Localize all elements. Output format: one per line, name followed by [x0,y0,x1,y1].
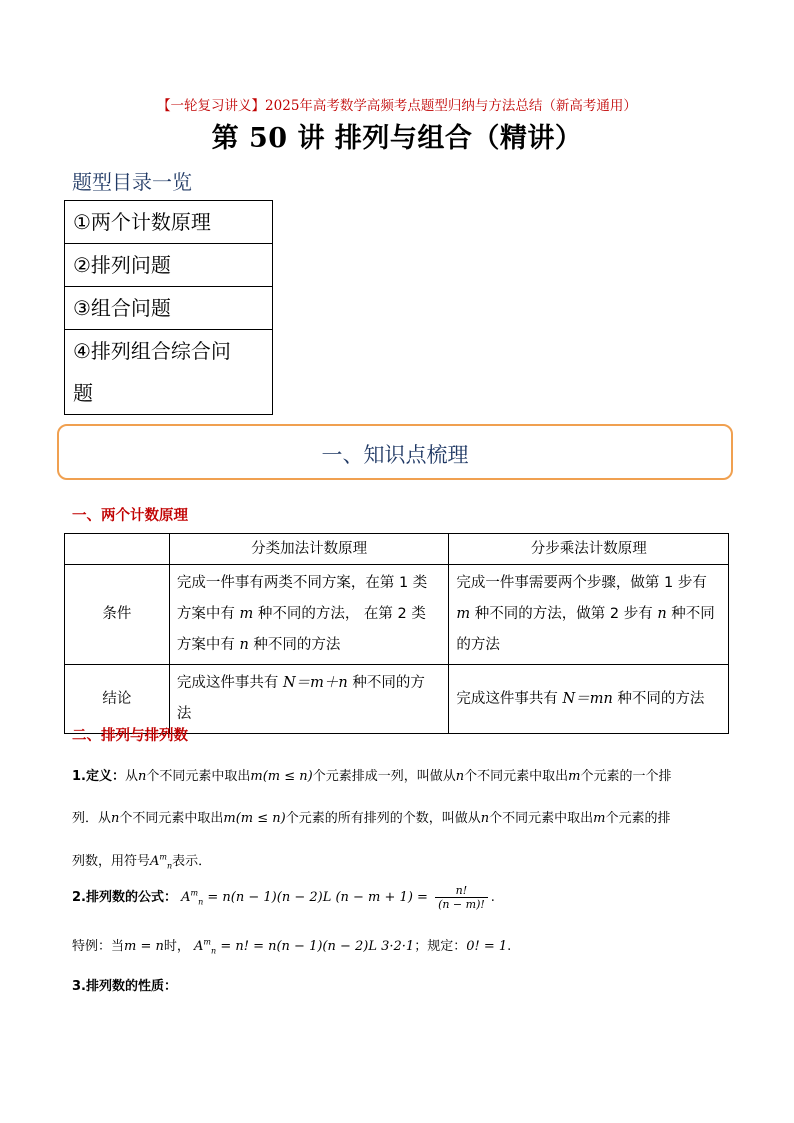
toc-item-1[interactable]: ①两个计数原理 [65,201,272,244]
heading-permutations: 二、排列与排列数 [72,728,188,744]
definition-line-2: 列．从n个不同元素中取出m(m ≤ n)个元素的所有排列的个数，叫做从n个不同元素中取出m个元素的排 [72,811,671,826]
definition-line-1: 1.定义：从n个不同元素中取出m(m ≤ n)个元素排成一列，叫做从n个不同元素中取出m个元素的一个排 [72,769,672,784]
text-line: 完成一件事有两类不同方案，在第 1 类 [176,575,428,591]
toc-item-4-line2: 题 [73,381,93,405]
section-title: 一、知识点梳理 [321,443,469,467]
text-line: 的方法 [456,637,500,653]
row-label-condition: 条件 [65,565,170,665]
page-title: 第 50 讲 排列与组合（精讲） [211,123,583,154]
text-line: 完成一件事需要两个步骤，做第 1 步有 [456,575,707,591]
text-line: 法 [176,706,192,722]
text-line: 方案中有 n 种不同的方法 [176,637,341,653]
counting-principles-table [64,533,729,734]
col-header-addition: 分类加法计数原理 [169,534,449,565]
formula-fraction: $\frac{n!}{(n - m)!}$ [435,884,488,911]
cell-multiplication-condition [449,565,729,665]
definition-line-3: 列数，用符号$A^m_n$表示． [72,852,212,871]
cell-addition-condition [169,565,449,665]
properties-heading: 3.排列数的性质： [72,979,177,994]
formula-line: 2.排列数的公式： $A^m_n = n(n - 1)(n - 2)L$ (n − m + 1) = $\frac{n!}{(n - m)!}$ . [72,884,495,911]
special-case-line: 特例：当m = n时， $A^m_n = n$! = n(n − 1)(n − 2)L 3·2·1；规定：0! = 1. [72,937,512,956]
permutation-symbol: $A^m_n$ [181,888,204,907]
row-label-conclusion: 结论 [65,665,170,734]
toc-title: 题型目录一览 [72,170,192,194]
permutation-symbol: $A^m_n$ [194,937,217,956]
toc-item-3[interactable]: ③组合问题 [65,287,272,330]
table-corner [65,534,170,565]
toc-item-4-line1: ④排列组合综合问 [73,339,231,363]
cell-multiplication-conclusion: 完成这件事共有 N＝mn 种不同的方法 [449,665,729,734]
heading-counting-principles: 一、两个计数原理 [72,508,188,524]
text-line: m 种不同的方法，做第 2 步有 n 种不同 [456,606,715,622]
toc-item-4[interactable] [65,330,272,414]
toc-list [64,200,273,415]
section-banner [57,424,733,480]
text-line: 完成这件事共有 N＝m＋n 种不同的方 [176,675,425,691]
cell-addition-conclusion [169,665,449,734]
header-line: 【一轮复习讲义】2025年高考数学高频考点题型归纳与方法总结（新高考通用） [157,98,637,114]
toc-item-2[interactable]: ②排列问题 [65,244,272,287]
text-line: 方案中有 m 种不同的方法， 在第 2 类 [176,606,426,622]
col-header-multiplication: 分步乘法计数原理 [449,534,729,565]
permutation-symbol: $A^m_n$ [150,852,173,871]
